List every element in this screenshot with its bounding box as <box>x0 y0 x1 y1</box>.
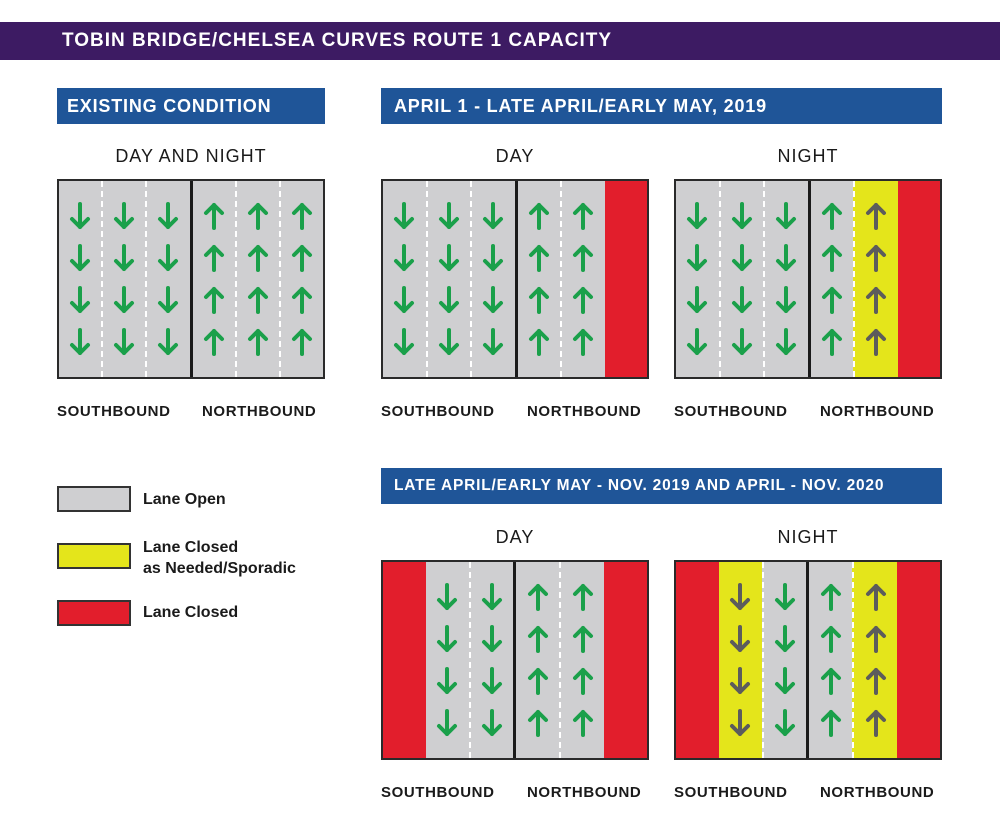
panel-title-phase2-night: NIGHT <box>777 527 839 547</box>
arrow-up-icon <box>247 243 269 273</box>
legend-label-lane-closed: Lane Closed <box>143 604 239 621</box>
arrow-down-icon <box>731 285 753 315</box>
arrow-down-icon <box>481 582 503 612</box>
arrow-down-icon <box>481 708 503 738</box>
panel-title-phase1-night: NIGHT <box>777 146 839 166</box>
arrow-down-icon <box>774 666 796 696</box>
arrow-up-icon <box>821 285 843 315</box>
arrow-up-icon <box>820 624 842 654</box>
legend-label-lane-sporadic: Lane Closed as Needed/Sporadic <box>143 539 296 577</box>
arrow-down-icon <box>436 624 458 654</box>
arrow-down-icon <box>113 201 135 231</box>
arrow-down-icon <box>438 285 460 315</box>
arrow-up-icon <box>528 243 550 273</box>
arrow-down-icon <box>393 327 415 357</box>
lane-closed <box>897 562 940 758</box>
arrow-down-icon <box>157 327 179 357</box>
lane-open <box>559 562 604 758</box>
lane-open <box>101 181 145 377</box>
arrow-up-icon <box>820 582 842 612</box>
northbound-label: NORTHBOUND <box>527 403 642 420</box>
northbound-label: NORTHBOUND <box>820 403 935 420</box>
road-diagram-phase1-night <box>674 179 942 379</box>
arrow-down-icon <box>69 327 91 357</box>
arrow-up-icon <box>572 708 594 738</box>
page-title: TOBIN BRIDGE/CHELSEA CURVES ROUTE 1 CAPACITY <box>0 22 1000 60</box>
section-header-phase2: LATE APRIL/EARLY MAY - NOV. 2019 AND APRIL - NOV. 2020 <box>381 468 942 504</box>
arrow-down-icon <box>393 285 415 315</box>
arrow-up-icon <box>528 285 550 315</box>
lane-open <box>719 181 764 377</box>
southbound-label: SOUTHBOUND <box>57 403 171 420</box>
lane-closed <box>604 562 647 758</box>
arrow-down-icon <box>731 243 753 273</box>
panel-title-phase2-day: DAY <box>495 527 535 547</box>
arrow-down-icon <box>731 201 753 231</box>
lane-open <box>763 181 808 377</box>
arrow-up-icon <box>572 201 594 231</box>
arrow-down-icon <box>774 624 796 654</box>
lane-open <box>808 181 854 377</box>
lane-sporadic <box>719 562 762 758</box>
arrow-down-icon <box>436 582 458 612</box>
arrow-down-icon <box>729 624 751 654</box>
arrow-up-icon <box>821 201 843 231</box>
road-diagram-existing <box>57 179 325 379</box>
arrow-down-icon <box>157 243 179 273</box>
arrow-up-icon <box>821 243 843 273</box>
lane-open <box>469 562 514 758</box>
lane-open <box>513 562 559 758</box>
arrow-down-icon <box>686 243 708 273</box>
lane-open <box>145 181 189 377</box>
arrow-down-icon <box>393 201 415 231</box>
arrow-up-icon <box>203 327 225 357</box>
arrow-up-icon <box>291 327 313 357</box>
arrow-up-icon <box>247 285 269 315</box>
arrow-down-icon <box>436 708 458 738</box>
arrow-down-icon <box>775 327 797 357</box>
arrow-down-icon <box>438 327 460 357</box>
arrow-down-icon <box>775 201 797 231</box>
legend-swatch-lane-sporadic <box>57 543 131 569</box>
arrow-down-icon <box>482 243 504 273</box>
lane-open <box>470 181 515 377</box>
section-header-phase1: APRIL 1 - LATE APRIL/EARLY MAY, 2019 <box>381 88 942 124</box>
road-diagram-phase2-night <box>674 560 942 760</box>
arrow-up-icon <box>527 582 549 612</box>
arrow-down-icon <box>729 708 751 738</box>
arrow-up-icon <box>865 624 887 654</box>
arrow-up-icon <box>572 327 594 357</box>
arrow-down-icon <box>731 327 753 357</box>
section-header-existing: EXISTING CONDITION <box>57 88 325 124</box>
lane-open <box>279 181 323 377</box>
lane-open <box>59 181 101 377</box>
arrow-down-icon <box>69 243 91 273</box>
lane-open <box>383 181 426 377</box>
arrow-up-icon <box>203 201 225 231</box>
lane-open <box>806 562 852 758</box>
southbound-label: SOUTHBOUND <box>381 784 495 801</box>
arrow-up-icon <box>572 666 594 696</box>
northbound-label: NORTHBOUND <box>202 403 317 420</box>
legend-label-lane-open: Lane Open <box>143 491 226 508</box>
arrow-down-icon <box>686 201 708 231</box>
arrow-up-icon <box>527 666 549 696</box>
arrow-down-icon <box>686 285 708 315</box>
arrow-down-icon <box>729 666 751 696</box>
arrow-down-icon <box>775 285 797 315</box>
lane-closed <box>898 181 941 377</box>
arrow-up-icon <box>865 327 887 357</box>
legend-swatch-lane-closed <box>57 600 131 626</box>
arrow-down-icon <box>69 285 91 315</box>
arrow-down-icon <box>481 624 503 654</box>
road-diagram-phase2-day <box>381 560 649 760</box>
lane-sporadic <box>853 181 898 377</box>
arrow-up-icon <box>865 201 887 231</box>
southbound-label: SOUTHBOUND <box>674 784 788 801</box>
arrow-down-icon <box>113 285 135 315</box>
lane-open <box>426 181 471 377</box>
arrow-up-icon <box>865 285 887 315</box>
arrow-up-icon <box>291 285 313 315</box>
arrow-down-icon <box>113 327 135 357</box>
arrow-down-icon <box>774 582 796 612</box>
arrow-down-icon <box>482 201 504 231</box>
arrow-down-icon <box>729 582 751 612</box>
arrow-up-icon <box>527 624 549 654</box>
arrow-up-icon <box>821 327 843 357</box>
arrow-down-icon <box>686 327 708 357</box>
lane-open <box>560 181 605 377</box>
arrow-up-icon <box>820 666 842 696</box>
arrow-down-icon <box>482 327 504 357</box>
arrow-down-icon <box>481 666 503 696</box>
arrow-up-icon <box>865 243 887 273</box>
panel-title-day-and-night: DAY AND NIGHT <box>115 146 267 166</box>
lane-closed <box>605 181 648 377</box>
arrow-up-icon <box>203 285 225 315</box>
arrow-down-icon <box>482 285 504 315</box>
legend-swatch-lane-open <box>57 486 131 512</box>
northbound-label: NORTHBOUND <box>820 784 935 801</box>
arrow-up-icon <box>572 582 594 612</box>
arrow-down-icon <box>157 201 179 231</box>
arrow-up-icon <box>291 243 313 273</box>
arrow-down-icon <box>69 201 91 231</box>
lane-open <box>676 181 719 377</box>
arrow-up-icon <box>572 243 594 273</box>
road-diagram-phase1-day <box>381 179 649 379</box>
arrow-down-icon <box>113 243 135 273</box>
lane-closed <box>676 562 719 758</box>
southbound-label: SOUTHBOUND <box>381 403 495 420</box>
arrow-down-icon <box>436 666 458 696</box>
arrow-up-icon <box>572 285 594 315</box>
arrow-up-icon <box>247 327 269 357</box>
arrow-down-icon <box>157 285 179 315</box>
southbound-label: SOUTHBOUND <box>674 403 788 420</box>
arrow-up-icon <box>203 243 225 273</box>
arrow-down-icon <box>393 243 415 273</box>
panel-title-phase1-day: DAY <box>495 146 535 166</box>
arrow-up-icon <box>247 201 269 231</box>
lane-open <box>762 562 807 758</box>
arrow-up-icon <box>527 708 549 738</box>
arrow-up-icon <box>291 201 313 231</box>
northbound-label: NORTHBOUND <box>527 784 642 801</box>
arrow-up-icon <box>865 666 887 696</box>
arrow-down-icon <box>774 708 796 738</box>
arrow-up-icon <box>865 708 887 738</box>
arrow-down-icon <box>775 243 797 273</box>
arrow-up-icon <box>572 624 594 654</box>
arrow-up-icon <box>865 582 887 612</box>
lane-sporadic <box>852 562 897 758</box>
arrow-up-icon <box>528 201 550 231</box>
arrow-up-icon <box>528 327 550 357</box>
lane-closed <box>383 562 426 758</box>
lane-open <box>426 562 469 758</box>
arrow-down-icon <box>438 201 460 231</box>
arrow-down-icon <box>438 243 460 273</box>
lane-open <box>190 181 235 377</box>
lane-open <box>235 181 279 377</box>
lane-open <box>515 181 561 377</box>
arrow-up-icon <box>820 708 842 738</box>
